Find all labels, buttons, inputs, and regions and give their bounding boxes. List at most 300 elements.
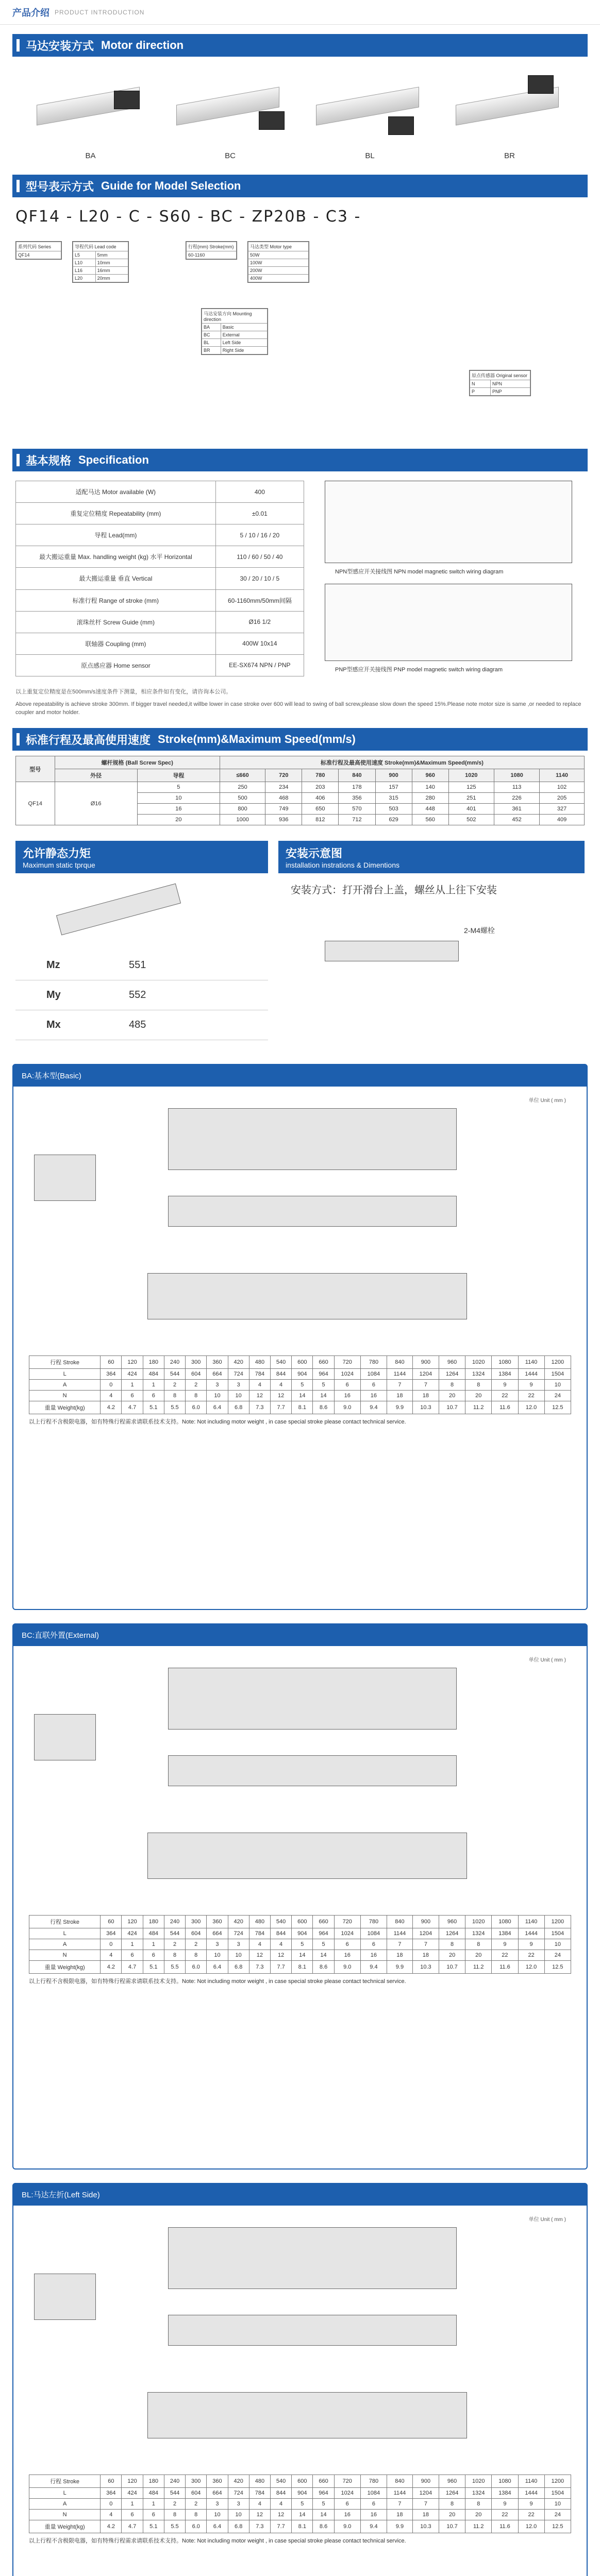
- dim-cell: 1080: [492, 1916, 518, 1928]
- unit-label: 单位 Unit ( mm ): [528, 2217, 566, 2223]
- mounting-box: [201, 308, 268, 355]
- install-text: 安装方式：打开滑台上盖，螺丝从上往下安装: [291, 885, 497, 896]
- speed-cell: 503: [375, 804, 412, 815]
- dim-row: [29, 2475, 571, 2488]
- dim-cell: 420: [228, 2475, 249, 2488]
- col-stroke: 1080: [494, 769, 539, 782]
- dim-cell: 14: [313, 1950, 334, 1961]
- dim-cell: 8.1: [292, 2520, 313, 2533]
- dim-cell: 1020: [465, 2475, 492, 2488]
- speed-cell: 140: [412, 782, 448, 793]
- dim-cell: 16: [360, 1391, 387, 1401]
- motor-type-box: [247, 241, 309, 283]
- dim-cell: 7: [412, 2499, 439, 2510]
- dim-cell: 11.6: [492, 1401, 518, 1414]
- dim-cell: 240: [164, 1356, 185, 1369]
- dim-cell: 重量 Weight(kg): [29, 2520, 101, 2533]
- dim-cell: 14: [292, 1950, 313, 1961]
- dim-cell: 424: [122, 2488, 143, 2499]
- dim-cell: 1: [143, 1939, 164, 1950]
- speed-cell: 125: [448, 782, 494, 793]
- speed-cell: 234: [265, 782, 302, 793]
- dim-cell: 9: [492, 1380, 518, 1391]
- dim-cell: 10.7: [439, 1961, 465, 1974]
- npn-diagram: [325, 481, 572, 563]
- speed-cell: 16: [137, 804, 220, 815]
- dim-cell: 724: [228, 2488, 249, 2499]
- dim-cell: A: [29, 1939, 101, 1950]
- dim-cell: 484: [143, 1928, 164, 1939]
- unit-label: 单位 Unit ( mm ): [528, 1098, 566, 1104]
- speed-header: 标准行程及最高使用速度 Stroke(mm)&Maximum Speed(mm/s): [220, 756, 584, 769]
- guide-heading-en: Guide for Model Selection: [101, 179, 241, 192]
- dim-cell: 6: [334, 2499, 360, 2510]
- dim-cell: 2: [164, 1380, 185, 1391]
- dim-cell: 20: [439, 2510, 465, 2520]
- spec-heading-en: Specification: [78, 453, 149, 466]
- dim-cell: 724: [228, 1928, 249, 1939]
- box-cell: BA: [202, 324, 221, 331]
- dim-cell: 4.7: [122, 2520, 143, 2533]
- dimension-table: [29, 2475, 571, 2533]
- sensor-box: [469, 370, 531, 396]
- box-cell: BL: [202, 339, 221, 347]
- dim-cell: 360: [207, 1916, 228, 1928]
- dim-cell: 8: [465, 2499, 492, 2510]
- speed-cell: 401: [448, 804, 494, 815]
- dim-cell: 900: [412, 1916, 439, 1928]
- dim-cell: 1204: [412, 1928, 439, 1939]
- dim-cell: 540: [271, 2475, 292, 2488]
- speed-cell: 226: [494, 793, 539, 804]
- dim-cell: 1264: [439, 1369, 465, 1380]
- dim-cell: N: [29, 1391, 101, 1401]
- dim-cell: 600: [292, 1916, 313, 1928]
- dim-cell: 7: [387, 1939, 413, 1950]
- dim-cell: 1204: [412, 2488, 439, 2499]
- header-title: 产品介绍: [12, 7, 49, 18]
- dim-cell: 840: [387, 1916, 413, 1928]
- dim-cell: 11.6: [492, 1961, 518, 1974]
- install-figure: [278, 905, 585, 987]
- dim-cell: 4: [101, 1391, 122, 1401]
- install-heading-en: installation instrations & Dimentions: [286, 861, 399, 869]
- end-view: [34, 1714, 96, 1760]
- dim-cell: 10: [544, 2499, 571, 2510]
- dim-cell: 6.4: [207, 1961, 228, 1974]
- dim-cell: 964: [313, 1928, 334, 1939]
- dim-cell: 3: [228, 1939, 249, 1950]
- dim-cell: 1144: [387, 2488, 413, 2499]
- dim-cell: 9.0: [334, 2520, 360, 2533]
- dim-cell: 18: [412, 2510, 439, 2520]
- dim-cell: 2: [186, 2499, 207, 2510]
- dim-cell: 3: [228, 1380, 249, 1391]
- dim-cell: 24: [544, 2510, 571, 2520]
- dim-cell: 24: [544, 1391, 571, 1401]
- dim-cell: 904: [292, 2488, 313, 2499]
- spec-val: 400: [215, 481, 304, 503]
- dim-cell: 10: [207, 1950, 228, 1961]
- dim-cell: 9: [492, 2499, 518, 2510]
- spec-key: 最大搬运重量 垂直 Vertical: [16, 568, 216, 589]
- dim-cell: 5.1: [143, 1401, 164, 1414]
- dim-cell: 664: [207, 2488, 228, 2499]
- dim-cell: 480: [249, 2475, 270, 2488]
- dim-cell: 1140: [518, 1356, 544, 1369]
- dim-note: 以上行程不含极限电器，如有特殊行程需求请联系技术支持。Note: Not including motor weight , in case special stroke please contact technical service.: [29, 2538, 406, 2544]
- dim-cell: 6: [122, 1391, 143, 1401]
- dim-cell: 8: [465, 1939, 492, 1950]
- dim-cell: 7.7: [271, 2520, 292, 2533]
- speed-cell: 5: [137, 782, 220, 793]
- dim-cell: 8: [439, 1380, 465, 1391]
- box-cell: External: [221, 331, 267, 339]
- force-heading-en: Maximum static tprque: [23, 861, 95, 869]
- dim-cell: 900: [412, 1356, 439, 1369]
- dim-cell: 60: [101, 2475, 122, 2488]
- dim-cell: 10.3: [412, 2520, 439, 2533]
- speed-cell: 650: [302, 804, 339, 815]
- dim-cell: 600: [292, 2475, 313, 2488]
- dim-cell: 5.5: [164, 2520, 185, 2533]
- dim-cell: 20: [439, 1950, 465, 1961]
- dim-cell: 1084: [360, 2488, 387, 2499]
- npn-caption: NPN型感应开关接线图 NPN model magnetic switch wiring diagram: [335, 569, 504, 575]
- dim-cell: 22: [492, 1950, 518, 1961]
- torque-key: Mx: [46, 1019, 61, 1030]
- dim-cell: 9: [518, 2499, 544, 2510]
- dim-cell: 行程 Stroke: [29, 1356, 101, 1369]
- lead-box: [72, 241, 129, 283]
- dim-cell: 1324: [465, 2488, 492, 2499]
- dim-cell: 1264: [439, 1928, 465, 1939]
- dim-cell: 1200: [544, 1356, 571, 1369]
- motor-type-label: BL: [365, 151, 375, 160]
- dim-cell: 18: [387, 2510, 413, 2520]
- dim-cell: 840: [387, 2475, 413, 2488]
- dim-row: [29, 1391, 571, 1401]
- dim-cell: 5: [313, 2499, 334, 2510]
- dim-cell: 1140: [518, 1916, 544, 1928]
- speed-cell: 448: [412, 804, 448, 815]
- dim-cell: 360: [207, 1356, 228, 1369]
- rail-bottom-view: [147, 1833, 467, 1879]
- dim-cell: 行程 Stroke: [29, 2475, 101, 2488]
- screw-label: 2-M4螺栓: [464, 926, 495, 935]
- dim-note: 以上行程不含极限电器，如有特殊行程需求请联系技术支持。Note: Not including motor weight , in case special stroke please contact technical service.: [29, 1419, 406, 1425]
- spec-val: 5 / 10 / 16 / 20: [215, 524, 304, 546]
- dim-cell: 2: [186, 1939, 207, 1950]
- spec-key: 标准行程 Range of stroke (mm): [16, 589, 216, 611]
- dim-cell: 20: [465, 1950, 492, 1961]
- dim-cell: 4: [101, 2510, 122, 2520]
- dim-cell: 16: [334, 1391, 360, 1401]
- dim-cell: 5: [292, 2499, 313, 2510]
- dim-cell: 844: [271, 1928, 292, 1939]
- spec-key: 重复定位精度 Repeatability (mm): [16, 503, 216, 524]
- dim-cell: 12: [249, 1950, 270, 1961]
- speed-cell: 361: [494, 804, 539, 815]
- speed-cell: 1000: [220, 815, 265, 825]
- motor-type-label: BC: [225, 151, 236, 160]
- dim-cell: 10: [228, 2510, 249, 2520]
- dim-cell: 11.2: [465, 2520, 492, 2533]
- box-cell: 50W: [248, 251, 309, 259]
- speed-cell: 327: [540, 804, 585, 815]
- dim-cell: 720: [334, 1916, 360, 1928]
- speed-cell: 406: [302, 793, 339, 804]
- speed-cell: 712: [339, 815, 375, 825]
- dim-cell: L: [29, 1369, 101, 1380]
- speed-cell: 113: [494, 782, 539, 793]
- dim-cell: 9.9: [387, 1961, 413, 1974]
- dim-note: 以上行程不含极限电器，如有特殊行程需求请联系技术支持。Note: Not including motor weight , in case special stroke please contact technical service.: [29, 1978, 406, 1985]
- rail-top-view: [168, 1108, 457, 1170]
- dim-cell: 8: [186, 1950, 207, 1961]
- dim-cell: 1080: [492, 1356, 518, 1369]
- dim-cell: 784: [249, 1928, 270, 1939]
- dim-cell: 8: [164, 2510, 185, 2520]
- dim-cell: 1384: [492, 2488, 518, 2499]
- dim-cell: N: [29, 2510, 101, 2520]
- dim-cell: 22: [492, 2510, 518, 2520]
- dim-cell: 60: [101, 1916, 122, 1928]
- dim-cell: 604: [186, 1928, 207, 1939]
- dim-cell: 420: [228, 1356, 249, 1369]
- dim-cell: 120: [122, 2475, 143, 2488]
- dim-cell: 4.7: [122, 1401, 143, 1414]
- dim-row: [29, 1369, 571, 1380]
- dim-cell: 12: [249, 2510, 270, 2520]
- spec-key: 适配马达 Motor available (W): [16, 481, 216, 503]
- dim-cell: 8: [465, 1380, 492, 1391]
- dim-cell: 4: [271, 1380, 292, 1391]
- model-guide-heading: [12, 175, 588, 197]
- dim-cell: 720: [334, 1356, 360, 1369]
- dim-cell: 6: [334, 1939, 360, 1950]
- box-cell: 200W: [248, 267, 309, 275]
- box-cell: P: [470, 388, 491, 396]
- dim-cell: 14: [292, 1391, 313, 1401]
- dim-cell: 12: [271, 1391, 292, 1401]
- dim-cell: 780: [360, 1356, 387, 1369]
- box-title: 导程代码 Lead code: [73, 242, 128, 251]
- dimension-panel: [12, 1064, 588, 1610]
- dim-cell: 904: [292, 1369, 313, 1380]
- dim-cell: 1384: [492, 1928, 518, 1939]
- dim-row: [29, 1356, 571, 1369]
- dim-cell: 1024: [334, 1928, 360, 1939]
- dim-row: [29, 1380, 571, 1391]
- dim-cell: 660: [313, 1916, 334, 1928]
- dim-cell: 540: [271, 1916, 292, 1928]
- dim-cell: 4: [249, 2499, 270, 2510]
- dim-cell: 240: [164, 2475, 185, 2488]
- dim-cell: 16: [360, 1950, 387, 1961]
- dim-cell: 424: [122, 1928, 143, 1939]
- dim-cell: 18: [387, 1391, 413, 1401]
- dim-cell: 10.7: [439, 2520, 465, 2533]
- box-cell: BC: [202, 331, 221, 339]
- dim-cell: 900: [412, 2475, 439, 2488]
- col-stroke: 1020: [448, 769, 494, 782]
- dim-cell: 5.1: [143, 1961, 164, 1974]
- dim-cell: 964: [313, 2488, 334, 2499]
- box-cell: 20mm: [95, 275, 128, 282]
- col-od: 外径: [55, 769, 137, 782]
- torque-val: 485: [129, 1019, 146, 1030]
- box-cell: L5: [73, 251, 96, 259]
- dim-cell: 240: [164, 1916, 185, 1928]
- dim-cell: 10.7: [439, 1401, 465, 1414]
- dim-cell: 364: [101, 1928, 122, 1939]
- dim-cell: 11.2: [465, 1961, 492, 1974]
- dim-cell: 5: [292, 1380, 313, 1391]
- dim-cell: 8.1: [292, 1401, 313, 1414]
- dim-cell: 11.6: [492, 2520, 518, 2533]
- dim-cell: 18: [412, 1391, 439, 1401]
- dim-cell: 20: [465, 1391, 492, 1401]
- col-stroke: 1140: [540, 769, 585, 782]
- dim-cell: 6.8: [228, 1961, 249, 1974]
- box-cell: 60-1160: [187, 251, 237, 259]
- spec-heading-cn: 基本规格: [26, 454, 72, 467]
- dim-cell: 1: [122, 1380, 143, 1391]
- dim-cell: 1444: [518, 1369, 544, 1380]
- dim-cell: 3: [207, 1380, 228, 1391]
- dim-cell: 1084: [360, 1928, 387, 1939]
- dim-cell: N: [29, 1950, 101, 1961]
- dim-cell: 9: [518, 1939, 544, 1950]
- dim-cell: 8: [439, 2499, 465, 2510]
- dim-cell: 12: [249, 1391, 270, 1401]
- dim-cell: 6: [143, 2510, 164, 2520]
- dim-cell: 3: [207, 2499, 228, 2510]
- series-box: [15, 241, 62, 260]
- box-cell: N: [470, 380, 491, 388]
- dim-cell: 6.0: [186, 2520, 207, 2533]
- spec-val: 400W 10x14: [215, 633, 304, 654]
- rail-side-view: [168, 1196, 457, 1227]
- box-cell: 16mm: [95, 267, 128, 275]
- dim-cell: 重量 Weight(kg): [29, 1961, 101, 1974]
- box-cell: 100W: [248, 259, 309, 267]
- dim-cell: 1020: [465, 1356, 492, 1369]
- box-cell: L10: [73, 259, 96, 267]
- dim-cell: 2: [164, 1939, 185, 1950]
- dim-cell: 780: [360, 1916, 387, 1928]
- dim-cell: 8.6: [313, 1961, 334, 1974]
- dim-cell: 行程 Stroke: [29, 1916, 101, 1928]
- spec-val: 110 / 60 / 50 / 40: [215, 546, 304, 568]
- dim-cell: 12.5: [544, 2520, 571, 2533]
- dim-cell: 420: [228, 1916, 249, 1928]
- dim-cell: 7: [387, 2499, 413, 2510]
- dim-cell: 4.2: [101, 1961, 122, 1974]
- dim-cell: 10.3: [412, 1401, 439, 1414]
- dim-cell: 4: [249, 1380, 270, 1391]
- dim-cell: 120: [122, 1356, 143, 1369]
- dim-cell: 6.0: [186, 1961, 207, 1974]
- dim-cell: 22: [518, 2510, 544, 2520]
- dim-cell: 22: [492, 1391, 518, 1401]
- spec-key: 导程 Lead(mm): [16, 524, 216, 546]
- dim-cell: 1084: [360, 1369, 387, 1380]
- dim-cell: 14: [313, 2510, 334, 2520]
- spec-key: 滚珠丝杆 Screw Guide (mm): [16, 611, 216, 633]
- dim-cell: 1324: [465, 1369, 492, 1380]
- dim-cell: 300: [186, 1356, 207, 1369]
- dim-cell: 0: [101, 1939, 122, 1950]
- dim-cell: 2: [164, 2499, 185, 2510]
- dim-cell: 9.0: [334, 1401, 360, 1414]
- box-title: 马达类型 Motor type: [248, 242, 309, 251]
- dim-cell: 7.3: [249, 1961, 270, 1974]
- dim-row: [29, 2520, 571, 2533]
- dim-cell: 18: [412, 1950, 439, 1961]
- dim-cell: 5: [313, 1380, 334, 1391]
- dim-cell: 60: [101, 1356, 122, 1369]
- dim-cell: 1504: [544, 1369, 571, 1380]
- dim-cell: 9.9: [387, 2520, 413, 2533]
- dim-cell: 7: [387, 1380, 413, 1391]
- dim-cell: 6: [143, 1391, 164, 1401]
- stroke-heading-en: Stroke(mm)&Maximum Speed(mm/s): [158, 733, 356, 745]
- dim-cell: 5: [292, 1939, 313, 1950]
- speed-cell: 203: [302, 782, 339, 793]
- dim-cell: 4.2: [101, 1401, 122, 1414]
- dim-cell: 5: [313, 1939, 334, 1950]
- static-torque: [15, 841, 268, 1040]
- pnp-caption: PNP型感应开关接线图 PNP model magnetic switch wiring diagram: [335, 667, 503, 673]
- motor-type-bc: [171, 70, 290, 160]
- dim-cell: 780: [360, 2475, 387, 2488]
- dim-cell: 6: [143, 1950, 164, 1961]
- page-header: [0, 0, 600, 25]
- dim-cell: 480: [249, 1356, 270, 1369]
- speed-cell: 102: [540, 782, 585, 793]
- box-cell: NPN: [490, 380, 530, 388]
- spec-key: 联轴器 Coupling (mm): [16, 633, 216, 654]
- dim-cell: 20: [465, 2510, 492, 2520]
- box-cell: QF14: [16, 251, 61, 259]
- dim-cell: 120: [122, 1916, 143, 1928]
- speed-cell: 10: [137, 793, 220, 804]
- speed-cell: 356: [339, 793, 375, 804]
- dim-cell: 9.0: [334, 1961, 360, 1974]
- header-subtitle: PRODUCT INTRODUCTION: [55, 8, 145, 16]
- dim-row: [29, 1916, 571, 1928]
- install-heading-cn: 安装示意图: [286, 847, 343, 860]
- dimension-panel: [12, 2183, 588, 2576]
- dim-cell: 1204: [412, 1369, 439, 1380]
- dim-cell: 12.0: [518, 1961, 544, 1974]
- speed-cell: 250: [220, 782, 265, 793]
- torque-val: 551: [129, 959, 146, 971]
- dim-cell: 24: [544, 1950, 571, 1961]
- spec-val: ±0.01: [215, 503, 304, 524]
- dim-cell: 300: [186, 1916, 207, 1928]
- col-stroke: 840: [339, 769, 375, 782]
- dimension-panel: [12, 1623, 588, 2170]
- dim-cell: 16: [334, 2510, 360, 2520]
- dimension-drawing: [13, 1647, 587, 2090]
- dim-cell: 1264: [439, 2488, 465, 2499]
- dim-cell: 904: [292, 1928, 313, 1939]
- torque-val: 552: [129, 989, 146, 1001]
- dim-cell: 300: [186, 2475, 207, 2488]
